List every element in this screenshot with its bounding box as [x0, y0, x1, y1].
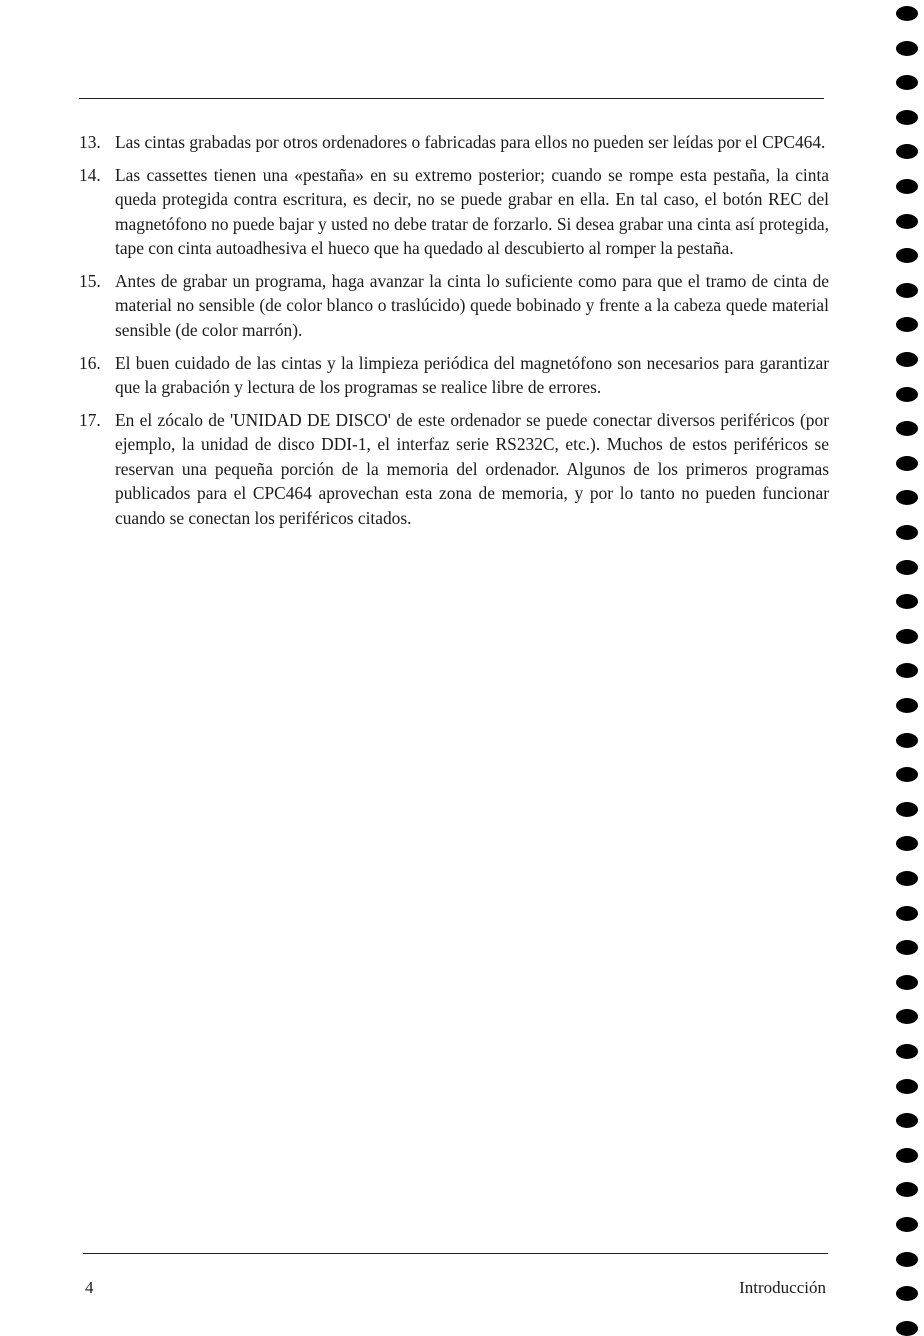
- item-number: 13.: [79, 132, 101, 152]
- binding-hole: [896, 179, 918, 194]
- binding-hole: [896, 560, 918, 575]
- binding-hole: [896, 421, 918, 436]
- section-title: Introducción: [739, 1278, 826, 1297]
- binding-hole: [896, 1113, 918, 1128]
- binding-hole: [896, 1079, 918, 1094]
- binding-hole: [896, 283, 918, 298]
- binding-holes: [896, 0, 920, 1334]
- binding-hole: [896, 629, 918, 644]
- binding-hole: [896, 490, 918, 505]
- binding-hole: [896, 248, 918, 263]
- item-number: 16.: [79, 352, 101, 373]
- item-text: El buen cuidado de las cintas y la limpieza periódica del magnetófono son necesarios para garantizar que la grabación y lectura de los programas se realice libre de errores.: [115, 352, 829, 398]
- binding-hole: [896, 663, 918, 678]
- binding-hole: [896, 871, 918, 886]
- binding-hole: [896, 767, 918, 782]
- binding-hole: [896, 1252, 918, 1267]
- item-number: 17.: [79, 410, 101, 431]
- binding-hole: [896, 317, 918, 332]
- binding-hole: [896, 352, 918, 367]
- list-item: [79, 163, 829, 261]
- binding-hole: [896, 975, 918, 990]
- item-number: 14.: [79, 164, 101, 185]
- binding-hole: [896, 906, 918, 921]
- item-text: Antes de grabar un programa, haga avanzar la cinta lo suficiente como para que el tramo de cinta de material no sensible (de color blanco o traslúcido) quede bobinado y frente a la cabeza quede material sensible (de color marrón).: [115, 271, 829, 340]
- binding-hole: [896, 698, 918, 713]
- binding-hole: [896, 1148, 918, 1163]
- item-text: En el zócalo de 'UNIDAD DE DISCO' de este ordenador se puede conectar diversos periféricos (por ejemplo, la unidad de disco DDI-1, el interfaz serie RS232C, etc.). Muchos de estos periféricos se reservan una pequeña porción de la memoria del ordenador. Algunos de los primeros programas publicados para el CPC464 aprovechan esta zona de memoria, y por lo tanto no pueden funcionar cuando se conectan los periféricos citados.: [115, 410, 829, 528]
- list-item: [79, 269, 829, 342]
- binding-hole: [896, 144, 918, 159]
- list-item: [79, 130, 829, 154]
- page-number: 4: [85, 1278, 94, 1297]
- binding-hole: [896, 525, 918, 540]
- item-number: 15.: [79, 271, 101, 292]
- list-item: [79, 408, 829, 530]
- binding-hole: [896, 41, 918, 56]
- binding-hole: [896, 1182, 918, 1197]
- binding-hole: [896, 594, 918, 609]
- item-text: Las cassettes tienen una «pestaña» en su extremo posterior; cuando se rompe esta pestaña, la cinta queda protegida contra escritura, es decir, no se puede grabar en ella. En tal caso, el botón REC del magnetófono no puede bajar y usted no debe tratar de forzarlo. Si desea grabar una cinta así protegida, tape con cinta autoadhesiva el hueco que ha quedado al descubierto al romper la pestaña.: [115, 164, 829, 259]
- binding-hole: [896, 733, 918, 748]
- binding-hole: [896, 110, 918, 125]
- list-item: [79, 351, 829, 400]
- binding-hole: [896, 6, 918, 21]
- numbered-list: [79, 130, 829, 539]
- binding-hole: [896, 1044, 918, 1059]
- binding-hole: [896, 1009, 918, 1024]
- binding-hole: [896, 75, 918, 90]
- binding-hole: [896, 1217, 918, 1232]
- item-text: Las cintas grabadas por otros ordenadores o fabricadas para ellos no pueden ser leídas por el CPC464.: [115, 132, 826, 152]
- binding-hole: [896, 1286, 918, 1301]
- binding-hole: [896, 836, 918, 851]
- binding-hole: [896, 214, 918, 229]
- binding-hole: [896, 387, 918, 402]
- binding-hole: [896, 940, 918, 955]
- bottom-rule: [83, 1253, 828, 1254]
- binding-hole: [896, 802, 918, 817]
- binding-hole: [896, 456, 918, 471]
- top-rule: [79, 98, 824, 99]
